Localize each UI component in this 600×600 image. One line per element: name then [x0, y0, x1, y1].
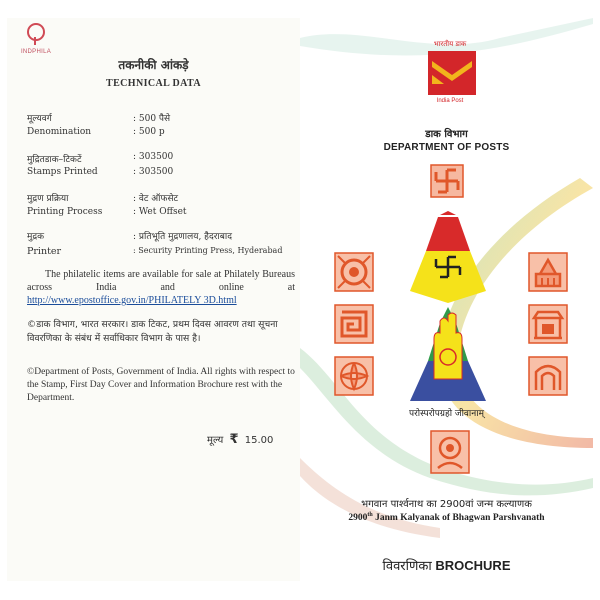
printing-process-value: : Wet Offset: [133, 207, 187, 217]
emblem-motto: परोस्परोपग्रहो जीवानाम्: [409, 409, 484, 419]
denomination-label: Denomination: [27, 127, 92, 137]
printing-process-label: Printing Process: [27, 207, 103, 217]
department-title: DEPARTMENT OF POSTS: [383, 142, 510, 153]
technical-data-title-hindi: तकनीकी आंकड़े: [118, 58, 189, 72]
availability-paragraph: [27, 268, 295, 307]
technical-data-title: TECHNICAL DATA: [106, 78, 201, 89]
logo-caption-hindi: भारतीय डाक: [433, 40, 467, 48]
denomination-value: : 500 p: [133, 127, 165, 137]
ornament-tile-icon: [334, 252, 374, 292]
department-title-hindi: डाक विभाग: [425, 129, 468, 140]
price-line: [207, 432, 273, 447]
event-title: [300, 512, 593, 523]
lotus-tile-icon: [430, 430, 470, 474]
price-label: मूल्य: [207, 435, 224, 446]
denomination-value-hindi: : 500 पैसे: [133, 114, 171, 124]
rupee-icon: ₹: [229, 432, 239, 447]
watermark-text: INDPHILA: [20, 49, 52, 55]
event-title-rest: Janm Kalyanak of Bhagwan Parshvanath: [372, 513, 545, 524]
swastika-tile-icon: [430, 164, 464, 198]
copyright-hindi: ©डाक विभाग, भारत सरकार। डाक टिकट, प्रथम दिवस आवरण तथा सूचना विवरणिका के संबंध में सर्वाधिकार विभाग के पास है।: [27, 319, 278, 344]
price-value: 15.00: [244, 435, 274, 446]
event-title-number: 2900: [348, 513, 368, 524]
brochure-title-english: BROCHURE: [435, 558, 511, 573]
philately-link[interactable]: http://www.epostoffice.gov.in/PHILATELY 3D.html: [27, 295, 237, 306]
availability-text: The philatelic items are available for sale at Philately Bureaus across India and online at: [27, 269, 295, 293]
event-title-hindi: भगवान पार्श्वनाथ का 2900वां जन्म कल्याणक: [361, 499, 532, 510]
jain-emblem-icon: [410, 211, 486, 401]
printing-process-label-hindi: मुद्रण प्रक्रिया: [27, 194, 69, 204]
shrine-tile-icon: [528, 304, 568, 344]
indphila-watermark: [15, 23, 57, 59]
maze-tile-icon: [334, 304, 374, 344]
stamps-printed-value-hindi: : 303500: [133, 152, 174, 162]
technical-data-panel: [7, 18, 301, 581]
printer-value-hindi: : प्रतिभूति मुद्रणालय, हैदराबाद: [133, 232, 232, 242]
cover-panel: [300, 18, 593, 581]
gateway-tile-icon: [528, 356, 568, 396]
temple-tile-icon: [528, 252, 568, 292]
printer-value: : Security Printing Press, Hyderabad: [133, 246, 283, 255]
watermark-icon: [27, 23, 45, 41]
copyright-english: ©Department of Posts, Government of India. All rights with respect to the Stamp, First Day Cover and Information Brochure rest with the Department.: [27, 367, 295, 403]
brochure-title: [300, 556, 593, 574]
event-title-suffix: th: [367, 512, 373, 518]
stamps-printed-label-hindi: मुद्रितडाक–टिकटें: [27, 155, 82, 165]
printing-process-value-hindi: : वेट ऑफसेट: [133, 194, 179, 204]
india-post-logo-icon: [428, 51, 476, 95]
flower-tile-icon: [334, 356, 374, 396]
stamps-printed-label: Stamps Printed: [27, 167, 98, 177]
logo-caption: India Post: [436, 98, 464, 104]
printer-label-hindi: मुद्रक: [27, 232, 45, 242]
brochure-title-hindi: विवरणिका: [382, 559, 432, 574]
printer-label: Printer: [27, 246, 62, 257]
denomination-label-hindi: मूल्यवर्ग: [27, 114, 52, 124]
stamps-printed-value: : 303500: [133, 167, 174, 177]
